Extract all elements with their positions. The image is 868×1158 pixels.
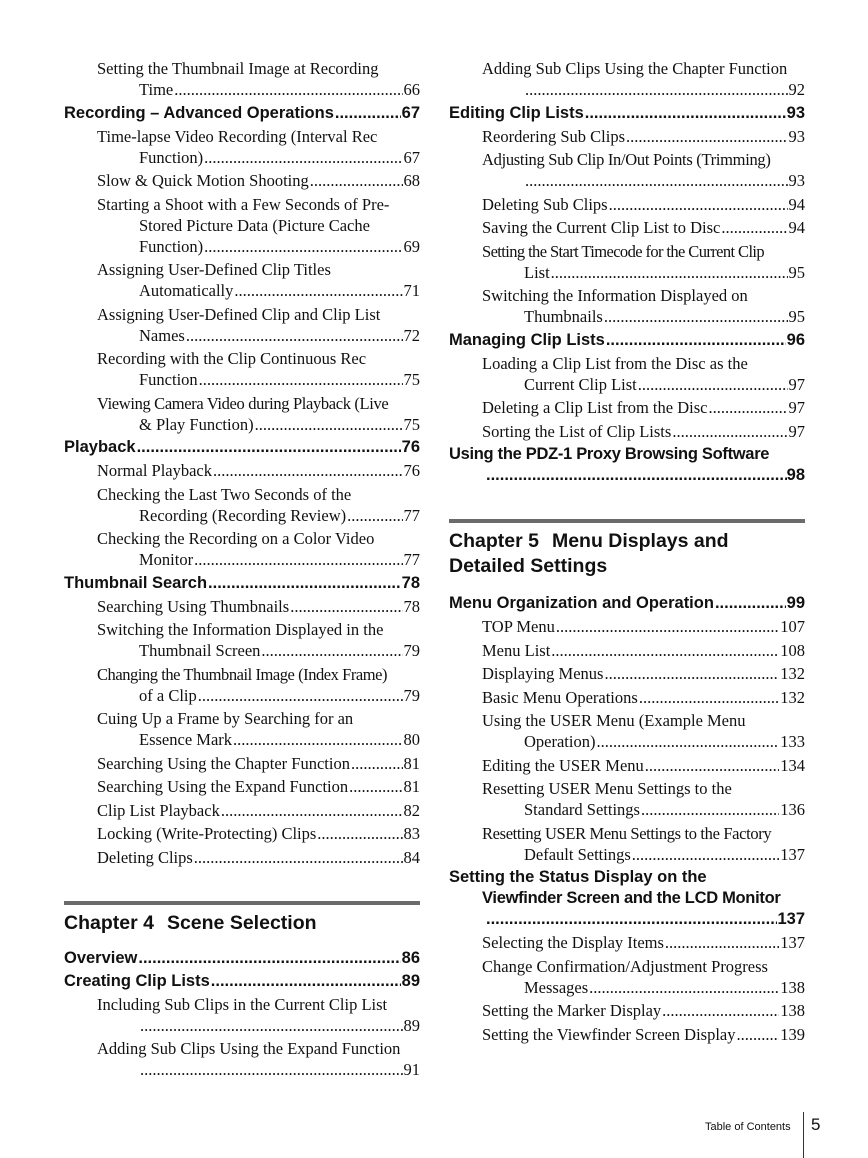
entry-title: Displaying Menus bbox=[482, 664, 604, 683]
toc-entry[interactable] bbox=[97, 708, 420, 750]
toc-section[interactable] bbox=[449, 330, 805, 351]
chapter-title: Menu Displays and bbox=[551, 530, 729, 552]
toc-entry[interactable] bbox=[97, 484, 420, 526]
section-title: Creating Clip Lists bbox=[64, 971, 210, 990]
page-number: 136 bbox=[780, 800, 805, 819]
entry-title: Adding Sub Clips Using the Expand Function bbox=[97, 1039, 401, 1058]
section-title: Editing Clip Lists bbox=[449, 103, 584, 122]
page-number: 79 bbox=[403, 641, 420, 660]
toc-entry[interactable] bbox=[482, 58, 805, 100]
toc-entry[interactable] bbox=[482, 663, 805, 684]
entry-title: Slow & Quick Motion Shooting bbox=[97, 171, 309, 190]
entry-title-cont: Stored Picture Data (Picture Cache bbox=[139, 215, 370, 235]
entry-title: Searching Using Thumbnails bbox=[97, 596, 290, 616]
page-number: 138 bbox=[780, 1001, 805, 1020]
entry-title-cont: Function) bbox=[139, 236, 204, 256]
toc-entry[interactable] bbox=[97, 528, 420, 570]
entry-title-cont: Essence Mark bbox=[139, 730, 233, 749]
entry-title: Menu List bbox=[482, 640, 551, 660]
page-number: 76 bbox=[403, 461, 420, 480]
toc-section[interactable] bbox=[64, 437, 420, 458]
entry-title: Selecting the Display Items bbox=[482, 933, 664, 952]
entry-title: Loading a Clip List from the Disc as the bbox=[482, 353, 748, 373]
entry-title-cont: Recording (Recording Review) bbox=[139, 505, 347, 525]
toc-section[interactable] bbox=[449, 444, 805, 486]
section-title: Menu Organization and Operation bbox=[449, 594, 714, 612]
entry-title: Setting the Marker Display bbox=[482, 1001, 662, 1020]
toc-entry[interactable] bbox=[482, 241, 805, 283]
entry-title: Clip List Playback bbox=[97, 800, 220, 820]
entry-title-cont: Default Settings bbox=[524, 844, 631, 864]
section-title: Using the PDZ-1 Proxy Browsing Software bbox=[449, 445, 770, 463]
entry-title-cont: Standard Settings bbox=[524, 800, 640, 819]
toc-entry[interactable] bbox=[97, 800, 420, 821]
toc-entry[interactable] bbox=[482, 421, 805, 442]
entry-title: Editing the USER Menu bbox=[482, 755, 644, 775]
entry-title: Including Sub Clips in the Current Clip List bbox=[97, 994, 388, 1014]
page-number: 71 bbox=[403, 281, 420, 300]
page-number: 66 bbox=[403, 80, 420, 99]
entry-title-cont: of a Clip bbox=[139, 685, 197, 705]
toc-entry[interactable] bbox=[482, 217, 805, 238]
footer-divider bbox=[803, 1112, 804, 1158]
toc-entry[interactable] bbox=[97, 619, 420, 661]
entry-title: Setting the Viewfinder Screen Display bbox=[482, 1024, 736, 1044]
toc-entry[interactable] bbox=[482, 149, 805, 191]
entry-title: Basic Menu Operations bbox=[482, 687, 638, 707]
toc-entry[interactable] bbox=[97, 1038, 420, 1080]
toc-entry[interactable] bbox=[482, 755, 805, 776]
entry-title: Using the USER Menu (Example Menu bbox=[482, 711, 746, 730]
entry-title: Starting a Shoot with a Few Seconds of Pre- bbox=[97, 194, 390, 214]
toc-entry[interactable] bbox=[97, 58, 420, 100]
page-number: 96 bbox=[786, 330, 805, 349]
page-number: 68 bbox=[403, 171, 420, 190]
page-number: 80 bbox=[403, 730, 420, 749]
page-number: 69 bbox=[403, 236, 420, 256]
toc-entry[interactable] bbox=[482, 397, 805, 418]
entry-title: Saving the Current Clip List to Disc bbox=[482, 218, 721, 237]
entry-title: Normal Playback bbox=[97, 461, 213, 480]
page-number: 93 bbox=[788, 171, 805, 190]
entry-title: Changing the Thumbnail Image (Index Frame) bbox=[97, 664, 388, 684]
toc-entry[interactable] bbox=[482, 823, 805, 865]
toc-entry[interactable] bbox=[482, 932, 805, 953]
page-number: 93 bbox=[786, 103, 805, 122]
page-number: 139 bbox=[780, 1024, 805, 1044]
entry-title: Resetting USER Menu Settings to the bbox=[482, 779, 732, 798]
page-number: 93 bbox=[788, 126, 805, 146]
toc-entry[interactable] bbox=[97, 126, 420, 168]
entry-title: Checking the Last Two Seconds of the bbox=[97, 484, 352, 504]
entry-title-cont: Monitor bbox=[139, 550, 194, 569]
toc-entry[interactable] bbox=[97, 393, 420, 435]
page-number: 81 bbox=[403, 753, 420, 773]
toc-left-column bbox=[64, 58, 420, 1083]
section-title: Thumbnail Search bbox=[64, 573, 208, 592]
page-number: 81 bbox=[403, 777, 420, 796]
toc-entry[interactable] bbox=[97, 596, 420, 617]
page-number: 89 bbox=[401, 971, 420, 990]
entry-title: Sorting the List of Clip Lists bbox=[482, 421, 672, 441]
section-title: Playback bbox=[64, 438, 136, 456]
entry-title: Setting the Start Timecode for the Current Clip bbox=[482, 241, 765, 261]
toc-entry[interactable] bbox=[482, 353, 805, 395]
chapter-title: Scene Selection bbox=[166, 911, 317, 934]
page-number: 138 bbox=[780, 977, 805, 997]
entry-title: Cuing Up a Frame by Searching for an bbox=[97, 709, 354, 728]
entry-title: Deleting a Clip List from the Disc bbox=[482, 398, 708, 417]
page-number: 132 bbox=[780, 664, 805, 683]
page-number: 77 bbox=[403, 550, 420, 569]
page-number: 94 bbox=[788, 218, 805, 237]
toc-entry[interactable] bbox=[97, 460, 420, 481]
entry-title: Searching Using the Expand Function bbox=[97, 777, 349, 796]
toc-entry[interactable] bbox=[97, 194, 420, 257]
page-number: 89 bbox=[403, 1015, 420, 1035]
entry-title-cont: & Play Function) bbox=[139, 414, 254, 434]
toc-entry[interactable] bbox=[97, 259, 420, 301]
toc-entry[interactable] bbox=[482, 710, 805, 752]
toc-section[interactable] bbox=[449, 103, 805, 124]
page-number: 108 bbox=[780, 640, 805, 660]
chapter-heading bbox=[449, 519, 805, 579]
page-number: 98 bbox=[786, 466, 805, 484]
page-number: 132 bbox=[780, 687, 805, 707]
entry-title-cont: Automatically bbox=[139, 281, 234, 300]
section-title: Recording – Advanced Operations bbox=[64, 103, 334, 122]
section-title: Setting the Status Display on the bbox=[449, 868, 707, 886]
entry-title-cont: Thumbnail Screen bbox=[139, 641, 261, 660]
chapter-title-cont: Detailed Settings bbox=[449, 555, 608, 577]
page-number: 75 bbox=[403, 370, 420, 389]
entry-title-cont: Time bbox=[139, 80, 174, 99]
toc-entry[interactable] bbox=[482, 956, 805, 998]
entry-title: Locking (Write-Protecting) Clips bbox=[97, 824, 317, 843]
entry-title: Change Confirmation/Adjustment Progress bbox=[482, 956, 768, 976]
page-number: 133 bbox=[780, 732, 805, 751]
page-number: 77 bbox=[403, 505, 420, 525]
entry-title: Recording with the Clip Continuous Rec bbox=[97, 349, 367, 368]
page-number: 75 bbox=[403, 414, 420, 434]
entry-title: Resetting USER Menu Settings to the Factory bbox=[482, 823, 772, 843]
toc-right-column bbox=[449, 58, 805, 1047]
page-number: 91 bbox=[403, 1060, 420, 1079]
page-number: 84 bbox=[403, 847, 420, 867]
entry-title-cont: Names bbox=[139, 325, 185, 345]
toc-entry[interactable] bbox=[97, 994, 420, 1036]
chapter-number: Chapter 4 bbox=[64, 911, 154, 934]
page-number-footer: 5 bbox=[811, 1115, 821, 1134]
toc-section[interactable] bbox=[449, 593, 805, 614]
toc-entry[interactable] bbox=[482, 126, 805, 147]
toc-section[interactable] bbox=[449, 867, 805, 930]
toc-entry[interactable] bbox=[482, 1000, 805, 1021]
entry-title: Checking the Recording on a Color Video bbox=[97, 529, 375, 548]
toc-entry[interactable] bbox=[482, 616, 805, 637]
toc-section[interactable] bbox=[64, 573, 420, 594]
page-number: 97 bbox=[788, 421, 805, 441]
page-number: 86 bbox=[401, 948, 420, 967]
footer-label: Table of Contents bbox=[705, 1121, 791, 1133]
page-number: 76 bbox=[401, 438, 420, 456]
section-title-cont: Viewfinder Screen and the LCD Monitor bbox=[482, 889, 781, 907]
entry-title: Reordering Sub Clips bbox=[482, 126, 625, 146]
entry-title: Switching the Information Displayed on bbox=[482, 286, 748, 305]
toc-entry[interactable] bbox=[97, 348, 420, 390]
entry-title: TOP Menu bbox=[482, 617, 555, 636]
toc-entry[interactable] bbox=[97, 304, 420, 346]
entry-title: Adjusting Sub Clip In/Out Points (Trimming) bbox=[482, 150, 771, 169]
entry-title-cont: Messages bbox=[524, 977, 589, 997]
page-number: 82 bbox=[403, 800, 420, 820]
toc-entry[interactable] bbox=[97, 776, 420, 797]
page-number: 107 bbox=[780, 617, 805, 636]
entry-title-cont: Function bbox=[139, 370, 198, 389]
toc-entry[interactable] bbox=[482, 1024, 805, 1045]
entry-title-cont: Current Clip List bbox=[524, 374, 637, 394]
page-number: 79 bbox=[403, 685, 420, 705]
page-number: 134 bbox=[780, 755, 805, 775]
entry-title: Setting the Thumbnail Image at Recording bbox=[97, 59, 379, 78]
toc-entry[interactable] bbox=[97, 170, 420, 191]
page-number: 95 bbox=[788, 307, 805, 326]
entry-title-cont: Operation) bbox=[524, 732, 596, 751]
entry-title: Switching the Information Displayed in the bbox=[97, 620, 384, 639]
page-number: 92 bbox=[788, 80, 805, 99]
section-title: Overview bbox=[64, 948, 138, 967]
page-number: 67 bbox=[403, 147, 420, 167]
page-number: 78 bbox=[403, 596, 420, 616]
entry-title: Searching Using the Chapter Function bbox=[97, 753, 350, 773]
entry-title: Adding Sub Clips Using the Chapter Function bbox=[482, 59, 788, 78]
page-number: 137 bbox=[780, 844, 805, 864]
page-number: 72 bbox=[403, 325, 420, 345]
toc-section[interactable] bbox=[64, 103, 420, 124]
toc-entry[interactable] bbox=[482, 194, 805, 215]
entry-title-cont: List bbox=[524, 262, 550, 282]
chapter-number: Chapter 5 bbox=[449, 530, 539, 552]
toc-entry[interactable] bbox=[482, 687, 805, 708]
toc-entry[interactable] bbox=[482, 285, 805, 327]
page-number: 97 bbox=[788, 398, 805, 417]
toc-entry[interactable] bbox=[97, 847, 420, 868]
section-title: Managing Clip Lists bbox=[449, 330, 605, 349]
chapter-heading bbox=[64, 901, 420, 936]
entry-title-cont: Thumbnails bbox=[524, 307, 603, 326]
page-number: 97 bbox=[788, 374, 805, 394]
entry-title: Time-lapse Video Recording (Interval Rec bbox=[97, 126, 378, 146]
toc-section[interactable] bbox=[64, 948, 420, 969]
toc-entry[interactable] bbox=[97, 753, 420, 774]
toc-entry[interactable] bbox=[482, 778, 805, 820]
entry-title: Viewing Camera Video during Playback (Live bbox=[97, 393, 389, 413]
page-number: 95 bbox=[788, 262, 805, 282]
entry-title: Assigning User-Defined Clip Titles bbox=[97, 260, 331, 279]
page-number: 67 bbox=[401, 103, 420, 122]
toc-entry[interactable] bbox=[97, 823, 420, 844]
entry-title: Assigning User-Defined Clip and Clip List bbox=[97, 304, 381, 324]
page-number: 99 bbox=[786, 594, 805, 612]
toc-entry[interactable] bbox=[97, 664, 420, 706]
entry-title: Deleting Sub Clips bbox=[482, 194, 608, 214]
page-number: 83 bbox=[403, 824, 420, 843]
page-number: 78 bbox=[401, 573, 420, 592]
entry-title: Deleting Clips bbox=[97, 847, 193, 867]
toc-entry[interactable] bbox=[482, 640, 805, 661]
page-number: 137 bbox=[777, 910, 805, 928]
page-number: 94 bbox=[788, 194, 805, 214]
page-number: 137 bbox=[780, 933, 805, 952]
entry-title-cont: Function) bbox=[139, 147, 204, 167]
toc-section[interactable] bbox=[64, 971, 420, 992]
